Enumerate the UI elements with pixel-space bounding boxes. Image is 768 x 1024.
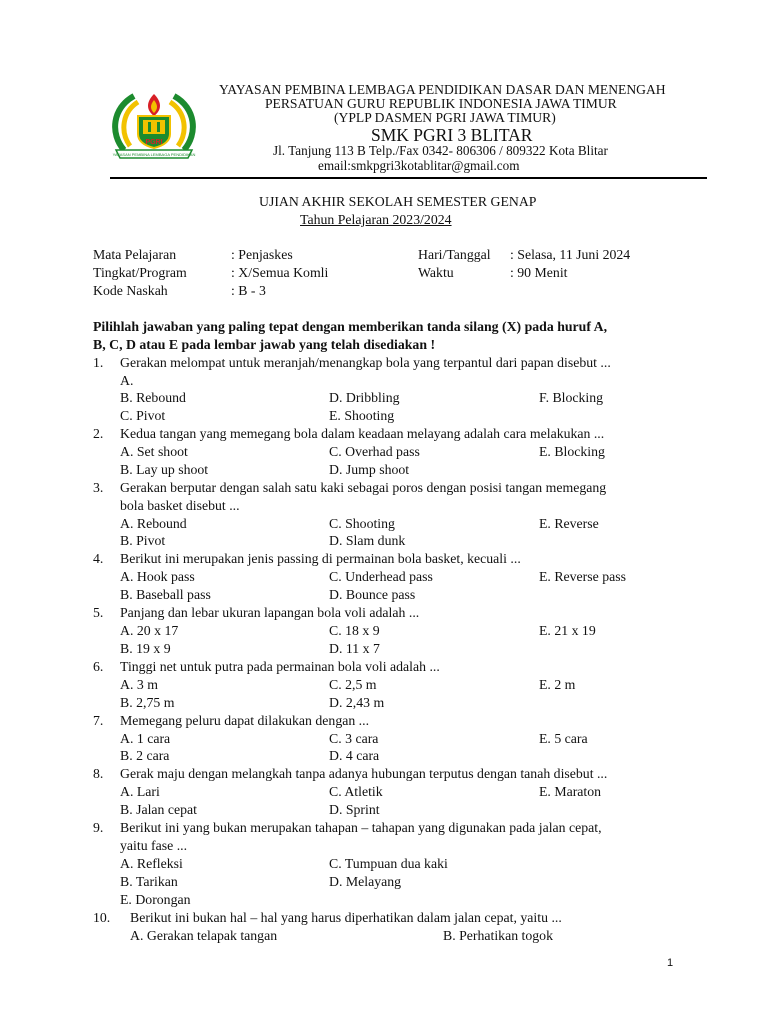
answer-option: D. Sprint [329,802,380,817]
answer-option: E. Dorongan [120,892,191,907]
question-number: 6. [93,659,104,674]
code-value: : B - 3 [231,283,266,298]
answer-option: A. Rebound [120,516,187,531]
question-text-cont: A. [120,373,134,388]
question-text: Panjang dan lebar ukuran lapangan bola voli adalah ... [120,605,420,620]
question-number: 4. [93,551,104,566]
answer-option: C. Underhead pass [329,569,433,584]
answer-option: B. Jalan cepat [120,802,198,817]
question-text: Kedua tangan yang memegang bola dalam keadaan melayang adalah cara melakukan ... [120,426,605,441]
question-text: Berikut ini bukan hal – hal yang harus diperhatikan dalam jalan cepat, yaitu ... [130,910,562,925]
time-label: Waktu [418,265,454,280]
answer-option: A. Lari [120,784,160,799]
answer-option: E. Shooting [329,408,395,423]
subject-label: Mata Pelajaran [93,247,177,262]
question-text: Gerakan melompat untuk meranjah/menangkap bola yang terpantul dari papan disebut ... [120,355,611,370]
academic-year: Tahun Pelajaran 2023/2024 [300,212,452,227]
question-number: 7. [93,713,104,728]
answer-option: D. 11 x 7 [329,641,380,656]
school-name: SMK PGRI 3 BLITAR [371,125,533,145]
answer-option: B. Perhatikan togok [443,928,553,943]
question-text: Memegang peluru dapat dilakukan dengan ... [120,713,370,728]
answer-option: B. Rebound [120,390,186,405]
foundation-name: YAYASAN PEMBINA LEMBAGA PENDIDIKAN DASAR DAN MENENGAH [219,82,666,97]
answer-option: E. 21 x 19 [539,623,596,638]
answer-option: D. Bounce pass [329,587,416,602]
answer-option: B. Lay up shoot [120,462,209,477]
question-number: 3. [93,480,104,495]
svg-text:YAYASAN PEMBINA LEMBAGA PENDID: YAYASAN PEMBINA LEMBAGA PENDIDIKAN [112,152,196,157]
organization-abbrev: (YPLP DASMEN PGRI JAWA TIMUR) [334,110,556,125]
question-text: Tinggi net untuk putra pada permainan bola voli adalah ... [120,659,440,674]
answer-option: A. 3 m [120,677,158,692]
time-value: : 90 Menit [510,265,568,280]
answer-option: E. 2 m [539,677,576,692]
answer-option: D. Dribbling [329,390,400,405]
instruction-line-2: B, C, D atau E pada lembar jawab yang telah disediakan ! [93,337,436,352]
answer-option: C. Atletik [329,784,383,799]
question-text-cont: yaitu fase ... [120,838,188,853]
answer-option: C. 18 x 9 [329,623,380,638]
answer-option: E. Reverse pass [539,569,626,584]
answer-option: E. Maraton [539,784,602,799]
code-label: Kode Naskah [93,283,168,298]
date-label: Hari/Tanggal [418,247,491,262]
answer-option: F. Blocking [539,390,604,405]
answer-option: C. 3 cara [329,731,379,746]
answer-option: C. Overhad pass [329,444,420,459]
question-number: 10. [93,910,111,925]
instruction-line-1: Pilihlah jawaban yang paling tepat dengan memberikan tanda silang (X) pada huruf A, [93,319,608,334]
organization-name: PERSATUAN GURU REPUBLIK INDONESIA JAWA TIMUR [265,96,617,111]
answer-option: D. 4 cara [329,748,380,763]
question-text: Gerakan berputar dengan salah satu kaki sebagai poros dengan posisi tangan memegang [120,480,607,495]
answer-option: A. Set shoot [120,444,188,459]
answer-option: E. Blocking [539,444,605,459]
svg-text:PGRI: PGRI [145,139,163,146]
answer-option: D. Melayang [329,874,402,889]
answer-option: C. Shooting [329,516,395,531]
question-number: 1. [93,355,104,370]
question-text: Berikut ini merupakan jenis passing di permainan bola basket, kecuali ... [120,551,521,566]
answer-option: C. Tumpuan dua kaki [329,856,448,871]
exam-title: UJIAN AKHIR SEKOLAH SEMESTER GENAP [259,194,537,209]
question-text: Gerak maju dengan melangkah tanpa adanya hubungan terputus dengan tanah disebut ... [120,766,608,781]
program-label: Tingkat/Program [93,265,187,280]
answer-option: B. Pivot [120,533,166,548]
letterhead [0,0,768,180]
question-number: 5. [93,605,104,620]
answer-option: B. 2 cara [120,748,170,763]
question-number: 8. [93,766,104,781]
header-divider [110,177,707,179]
answer-option: C. 2,5 m [329,677,377,692]
date-value: : Selasa, 11 Juni 2024 [510,247,631,262]
answer-option: B. 2,75 m [120,695,175,710]
answer-option: D. Jump shoot [329,462,410,477]
question-number: 9. [93,820,104,835]
subject-value: : Penjaskes [231,247,293,262]
answer-option: B. Baseball pass [120,587,211,602]
answer-option: E. 5 cara [539,731,588,746]
answer-option: B. 19 x 9 [120,641,171,656]
page-number: 1 [667,957,674,969]
answer-option: A. Gerakan telapak tangan [130,928,278,943]
question-number: 2. [93,426,104,441]
question-text-cont: bola basket disebut ... [120,498,240,513]
answer-option: E. Reverse [539,516,599,531]
question-text: Berikut ini yang bukan merupakan tahapan – tahapan yang digunakan pada jalan cepat, [120,820,602,835]
answer-option: B. Tarikan [120,874,178,889]
answer-option: A. 20 x 17 [120,623,179,638]
answer-option: C. Pivot [120,408,166,423]
school-address: Jl. Tanjung 113 B Telp./Fax 0342- 806306 / 809322 Kota Blitar [273,143,608,158]
answer-option: A. Refleksi [120,856,183,871]
school-email: email:smkpgri3kotablitar@gmail.com [318,158,520,173]
program-value: : X/Semua Komli [231,265,329,280]
answer-option: A. Hook pass [120,569,195,584]
pgri-logo-icon [108,88,200,164]
answer-option: D. Slam dunk [329,533,406,548]
answer-option: A. 1 cara [120,731,171,746]
answer-option: D. 2,43 m [329,695,385,710]
